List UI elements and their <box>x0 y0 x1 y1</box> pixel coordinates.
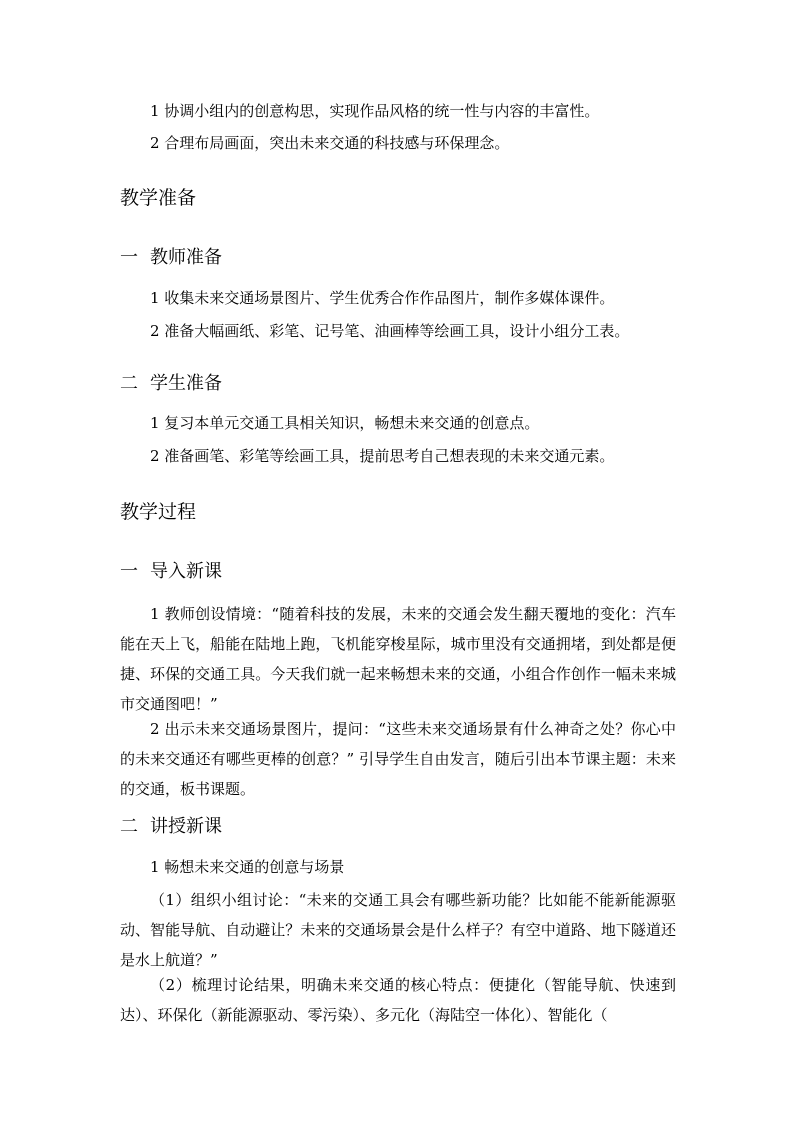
subsection-number: 一 <box>120 247 138 268</box>
subsection-title: 导入新课 <box>150 561 222 582</box>
subsection-teach <box>120 815 222 839</box>
intro-paragraph-2: 2 出示未来交通场景图片，提问：“这些未来交通场景有什么神奇之处？你心中的未来交通还有哪些更棒的创意？” 引导学生自由发言，随后引出本节课主题：未来的交通，板书课题。 <box>120 720 676 798</box>
objective-1: 1 协调小组内的创意构思，实现作品风格的统一性与内容的丰富性。 <box>150 102 600 120</box>
subsection-student-prep <box>120 372 222 396</box>
teach-subtitle: 1 畅想未来交通的创意与场景 <box>150 858 345 876</box>
student-prep-item-2: 2 准备画笔、彩笔等绘画工具，提前思考自己想表现的未来交通元素。 <box>150 447 615 465</box>
subsection-title: 学生准备 <box>150 373 222 394</box>
teacher-prep-item-1: 1 收集未来交通场景图片、学生优秀合作作品图片，制作多媒体课件。 <box>150 289 615 307</box>
objective-2: 2 合理布局画面，突出未来交通的科技感与环保理念。 <box>150 134 510 152</box>
intro-paragraph-1: 1 教师创设情境：“随着科技的发展，未来的交通会发生翻天覆地的变化：汽车能在天上飞，船能在陆地上跑，飞机能穿梭星际，城市里没有交通拥堵，到处都是便捷、环保的交通工具。今天我们就一起来畅想未来的交通，小组合作创作一幅未来城市交通图吧！” <box>120 605 676 713</box>
subsection-number: 二 <box>120 816 138 837</box>
subsection-teacher-prep <box>120 246 222 270</box>
subsection-title: 讲授新课 <box>150 816 222 837</box>
section-title-process: 教学过程 <box>120 501 197 523</box>
teacher-prep-item-2: 2 准备大幅画纸、彩笔、记号笔、油画棒等绘画工具，设计小组分工表。 <box>150 322 630 340</box>
teach-paragraph-1: （1）组织小组讨论：“未来的交通工具会有哪些新功能？比如能不能新能源驱动、智能导航、自动避让？未来的交通场景会是什么样子？有空中道路、地下隧道还是水上航道？” <box>120 891 676 969</box>
subsection-number: 一 <box>120 561 138 582</box>
subsection-intro <box>120 560 222 584</box>
student-prep-item-1: 1 复习本单元交通工具相关知识，畅想未来交通的创意点。 <box>150 414 540 432</box>
section-title-prep: 教学准备 <box>120 187 197 209</box>
teach-paragraph-2: （2）梳理讨论结果，明确未来交通的核心特点：便捷化（智能导航、快速到达）、环保化（新能源驱动、零污染）、多元化（海陆空一体化）、智能化（ <box>120 976 676 1024</box>
subsection-number: 二 <box>120 373 138 394</box>
subsection-title: 教师准备 <box>150 247 222 268</box>
